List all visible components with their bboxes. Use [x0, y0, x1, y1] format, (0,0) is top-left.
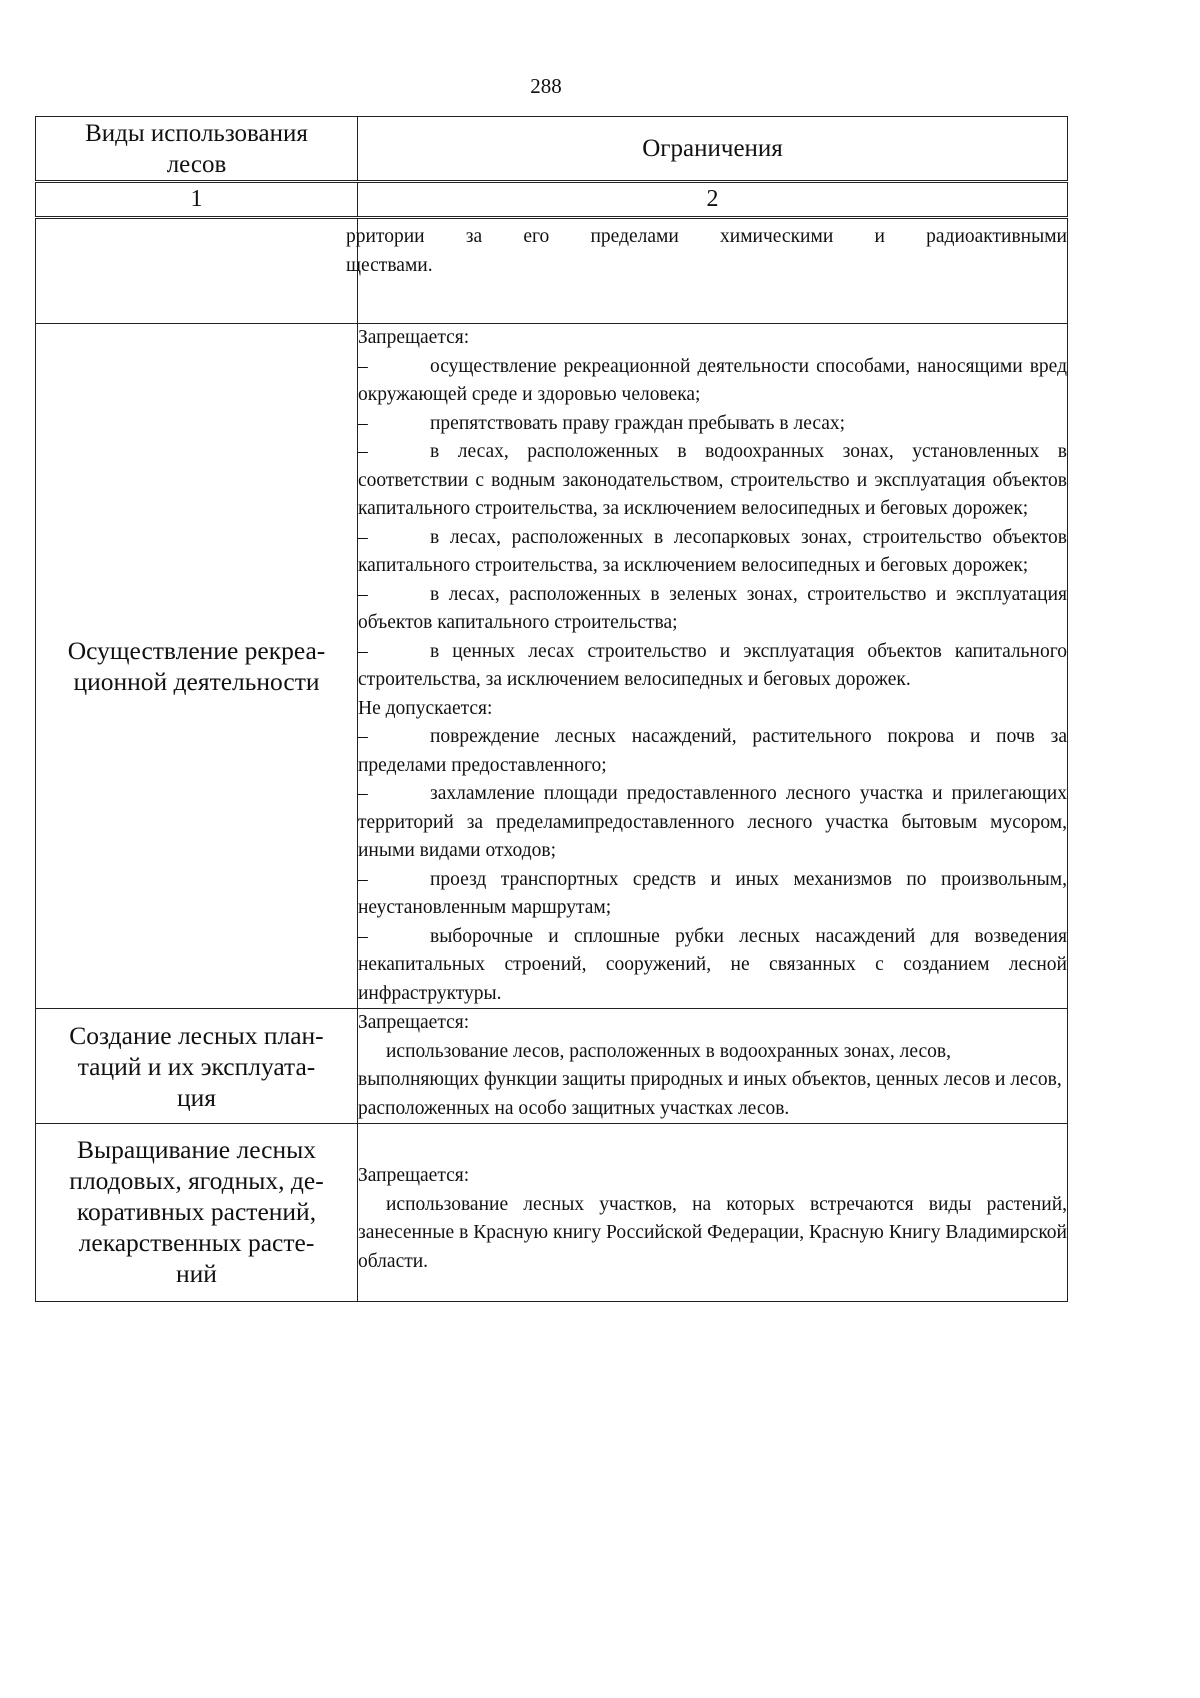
- list-item: – в ценных лесах строительство и эксплуатация объектов капитального строительства, за исключением велосипедных и беговых дорожек.: [358, 640, 1067, 690]
- column-number-1: 1: [36, 182, 358, 218]
- forest-use-restrictions-table: [35, 116, 1068, 1302]
- page-number: 288: [530, 74, 562, 98]
- list-item: – повреждение лесных насаждений, растительного покрова и почв за пределами предоставленного;: [358, 726, 1067, 776]
- forest-use-type-recreation: Осуществление рекреа- ционной деятельности: [36, 324, 358, 1009]
- table-header-row: [36, 117, 1068, 182]
- list-item: – препятствовать праву граждан пребывать в лесах;: [358, 412, 846, 434]
- restrictions-cultivation: [358, 1124, 1068, 1302]
- restrictions-plantations: [358, 1009, 1068, 1124]
- list-item: – проезд транспортных средств и иных механизмов по произвольным, неустановленным маршрутам;: [358, 868, 1067, 918]
- continuation-line-1: рритории за его пределами химическими и радиоактивными: [346, 226, 1067, 247]
- forest-use-type-cultivation: Выращивание лесных плодовых, ягодных, де- коративных растений, лекарственных расте- ний: [36, 1124, 358, 1302]
- restriction-heading-prohibited: Запрещается:: [358, 1165, 470, 1186]
- column-number-row: [36, 182, 1068, 218]
- header-forest-use-types: Виды использования лесов: [36, 117, 358, 182]
- list-item: – выборочные и сплошные рубки лесных насаждений для возведения некапитальных строений, сооружений, не связанных с созданием лесной инфраструктуры.: [358, 925, 1067, 1004]
- table-row-recreation: [36, 324, 1068, 1009]
- forest-use-type-plantations: Создание лесных план- таций и их эксплуата- ция: [36, 1009, 358, 1124]
- list-item: – в лесах, расположенных в лесопарковых зонах, строительство объектов капитального строительства, за исключением велосипедных и беговых дорожек;: [358, 526, 1067, 576]
- list-item: – в лесах, расположенных в зеленых зонах, строительство и эксплуатация объектов капитального строительства;: [358, 583, 1067, 633]
- table-row-continuation: [36, 218, 1068, 324]
- list-item: – в лесах, расположенных в водоохранных зонах, установленных в соответствии с водным законодательством, строительство и эксплуатация объектов капитального строительства, за исключением велосипедных и беговых дорожек;: [358, 441, 1067, 519]
- list-item: – захламление площади предоставленного лесного участка и прилегающих территорий за пределамипредоставленного лесного участка бытовым мусором, иными видами отходов;: [358, 783, 1067, 861]
- restriction-text: использование лесов, расположенных в водоохранных зонах, лесов, выполняющих функции защиты природных и иных объектов, ценных лесов и лесов, расположенных на особо защитных участках лесов.: [358, 1040, 1062, 1119]
- list-item: – осуществление рекреационной деятельности способами, наносящими вред окружающей среде и здоровью человека;: [358, 355, 1067, 405]
- table-row-cultivation: [36, 1124, 1068, 1302]
- column-number-2: 2: [358, 182, 1068, 218]
- restriction-text: использование лесных участков, на которых встречаются виды растений, занесенные в Красную книгу Российской Федерации, Красную Книгу Владимирской области.: [358, 1193, 1067, 1272]
- restrictions-recreation: [358, 324, 1068, 1009]
- restriction-heading-prohibited: Запрещается:: [358, 327, 470, 348]
- table-row-plantations: [36, 1009, 1068, 1124]
- continuation-line-2: ществами.: [346, 254, 433, 276]
- restriction-heading-not-allowed: Не допускается:: [358, 697, 493, 719]
- header-restrictions: Ограничения: [358, 117, 1068, 182]
- restriction-heading-prohibited: Запрещается:: [358, 1012, 470, 1033]
- continuation-type-cell: [36, 218, 358, 324]
- continuation-restriction-cell: [346, 218, 1068, 324]
